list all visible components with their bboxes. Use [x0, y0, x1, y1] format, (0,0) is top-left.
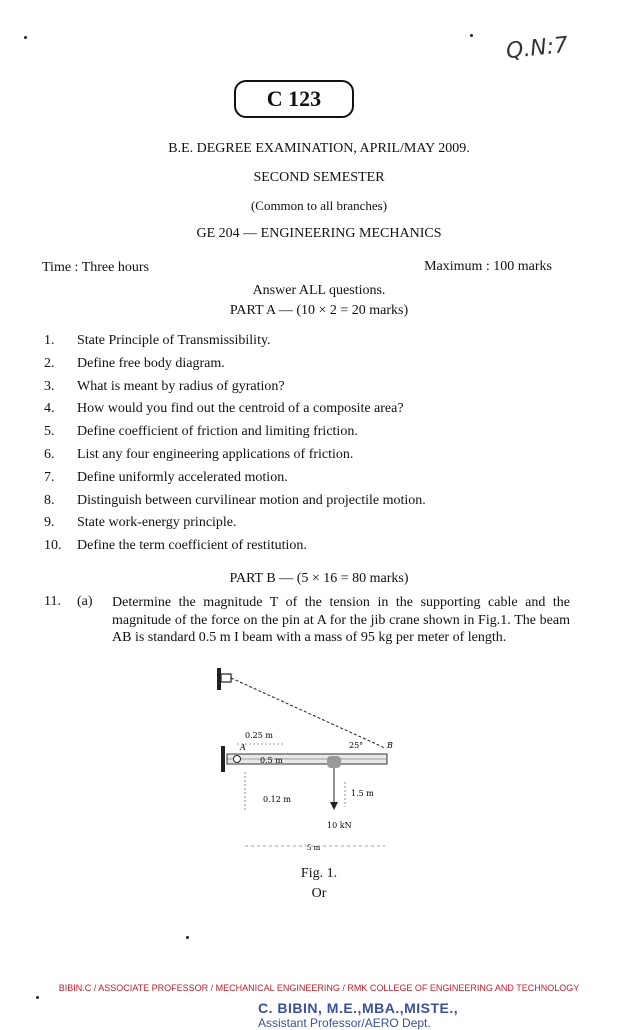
question-text: What is meant by radius of gyration?: [77, 378, 285, 394]
dim-label-025: 0.25 m: [245, 731, 273, 740]
part-a-question: [44, 401, 404, 417]
time-allowed: Time : Three hours: [42, 260, 149, 275]
point-a-label: A: [240, 743, 246, 752]
question-text: How would you find out the centroid of a composite area?: [77, 401, 404, 417]
or-separator: Or: [311, 886, 327, 901]
signature-title: Assistant Professor/AERO Dept.: [258, 1016, 431, 1030]
scan-speck: [36, 996, 39, 999]
pin-a: [234, 756, 241, 763]
dim-label-15: 1.5 m: [351, 789, 374, 798]
question-text: Define coefficient of friction and limiting friction.: [77, 424, 358, 440]
part-a-question: [44, 493, 426, 509]
paper-code: C 123: [266, 86, 322, 111]
question-number: 3.: [44, 378, 55, 394]
part-a-question: [44, 470, 288, 486]
question-number: 5.: [44, 424, 55, 440]
scan-speck: [470, 34, 473, 37]
question-text: State work-energy principle.: [77, 515, 237, 531]
part-a-question: [44, 424, 358, 440]
upper-bracket: [221, 674, 231, 682]
dim-label-05: 0.5 m: [260, 756, 283, 765]
jib-crane-figure: [215, 662, 415, 862]
question-number: 2.: [44, 355, 55, 371]
question-number: 9.: [44, 515, 55, 531]
load-arrow: [330, 802, 338, 810]
part-a-heading: PART A — (10 × 2 = 20 marks): [229, 303, 409, 318]
subject-title: GE 204 — ENGINEERING MECHANICS: [196, 226, 442, 241]
lower-wall-support: [221, 746, 225, 772]
question-number: 6.: [44, 447, 55, 462]
maximum-marks: Maximum : 100 marks: [424, 259, 552, 274]
scan-speck: [24, 36, 27, 39]
upper-wall-support: [217, 668, 221, 690]
common-note: (Common to all branches): [250, 198, 388, 213]
footer-credit: BIBIN.C / ASSOCIATE PROFESSOR / MECHANICAL ENGINEERING / RMK COLLEGE OF ENGINEERING AND TECHNOLOGY: [58, 983, 580, 993]
question-text: State Principle of Transmissibility.: [77, 333, 271, 348]
part-a-question: [44, 356, 225, 372]
dim-label-5: 5 m: [307, 844, 321, 852]
question-number: 8.: [44, 492, 55, 508]
paper-code-box: [234, 80, 354, 118]
question-text: Define the term coefficient of restitution.: [77, 538, 307, 554]
figure-caption: Fig. 1.: [300, 866, 338, 881]
question-subpart: (a): [77, 594, 93, 609]
question-number: 11.: [44, 594, 61, 609]
part-b-heading: PART B — (5 × 16 = 80 marks): [229, 571, 409, 586]
trolley: [327, 756, 341, 768]
question-number: 4.: [44, 401, 55, 417]
semester: SECOND SEMESTER: [253, 170, 385, 185]
handwritten-question-number: Q.N:7: [504, 32, 570, 65]
part-a-question: [44, 447, 353, 463]
part-a-question: [44, 379, 285, 395]
question-text: Define uniformly accelerated motion.: [77, 469, 288, 485]
question-number: 7.: [44, 469, 55, 485]
part-a-question: [44, 538, 307, 554]
point-b-label: B: [387, 741, 393, 750]
exam-title: B.E. DEGREE EXAMINATION, APRIL/MAY 2009.: [168, 141, 470, 156]
question-text: Distinguish between curvilinear motion and projectile motion.: [77, 492, 426, 508]
dim-label-012: 0.12 m: [263, 795, 291, 804]
angle-label: 25°: [349, 741, 364, 750]
part-a-question: [44, 333, 271, 349]
signature-name: C. BIBIN, M.E.,MBA.,MISTE.,: [258, 1000, 459, 1016]
part-a-question: [44, 515, 237, 531]
question-text: List any four engineering applications of friction.: [77, 447, 354, 462]
question-text: Define free body diagram.: [77, 355, 225, 371]
scan-speck: [186, 936, 189, 939]
question-number: 1.: [44, 333, 55, 348]
question-number: 10.: [44, 538, 62, 554]
question-text: Determine the magnitude T of the tension in the supporting cable and the magnitude of the force on the pin at A for the jib crane shown in Fig.1. The beam AB is standard 0.5 m I beam with a mass of 95 kg per meter of length.: [112, 595, 570, 645]
instruction: Answer ALL questions.: [252, 283, 386, 298]
load-label: 10 kN: [327, 821, 352, 830]
